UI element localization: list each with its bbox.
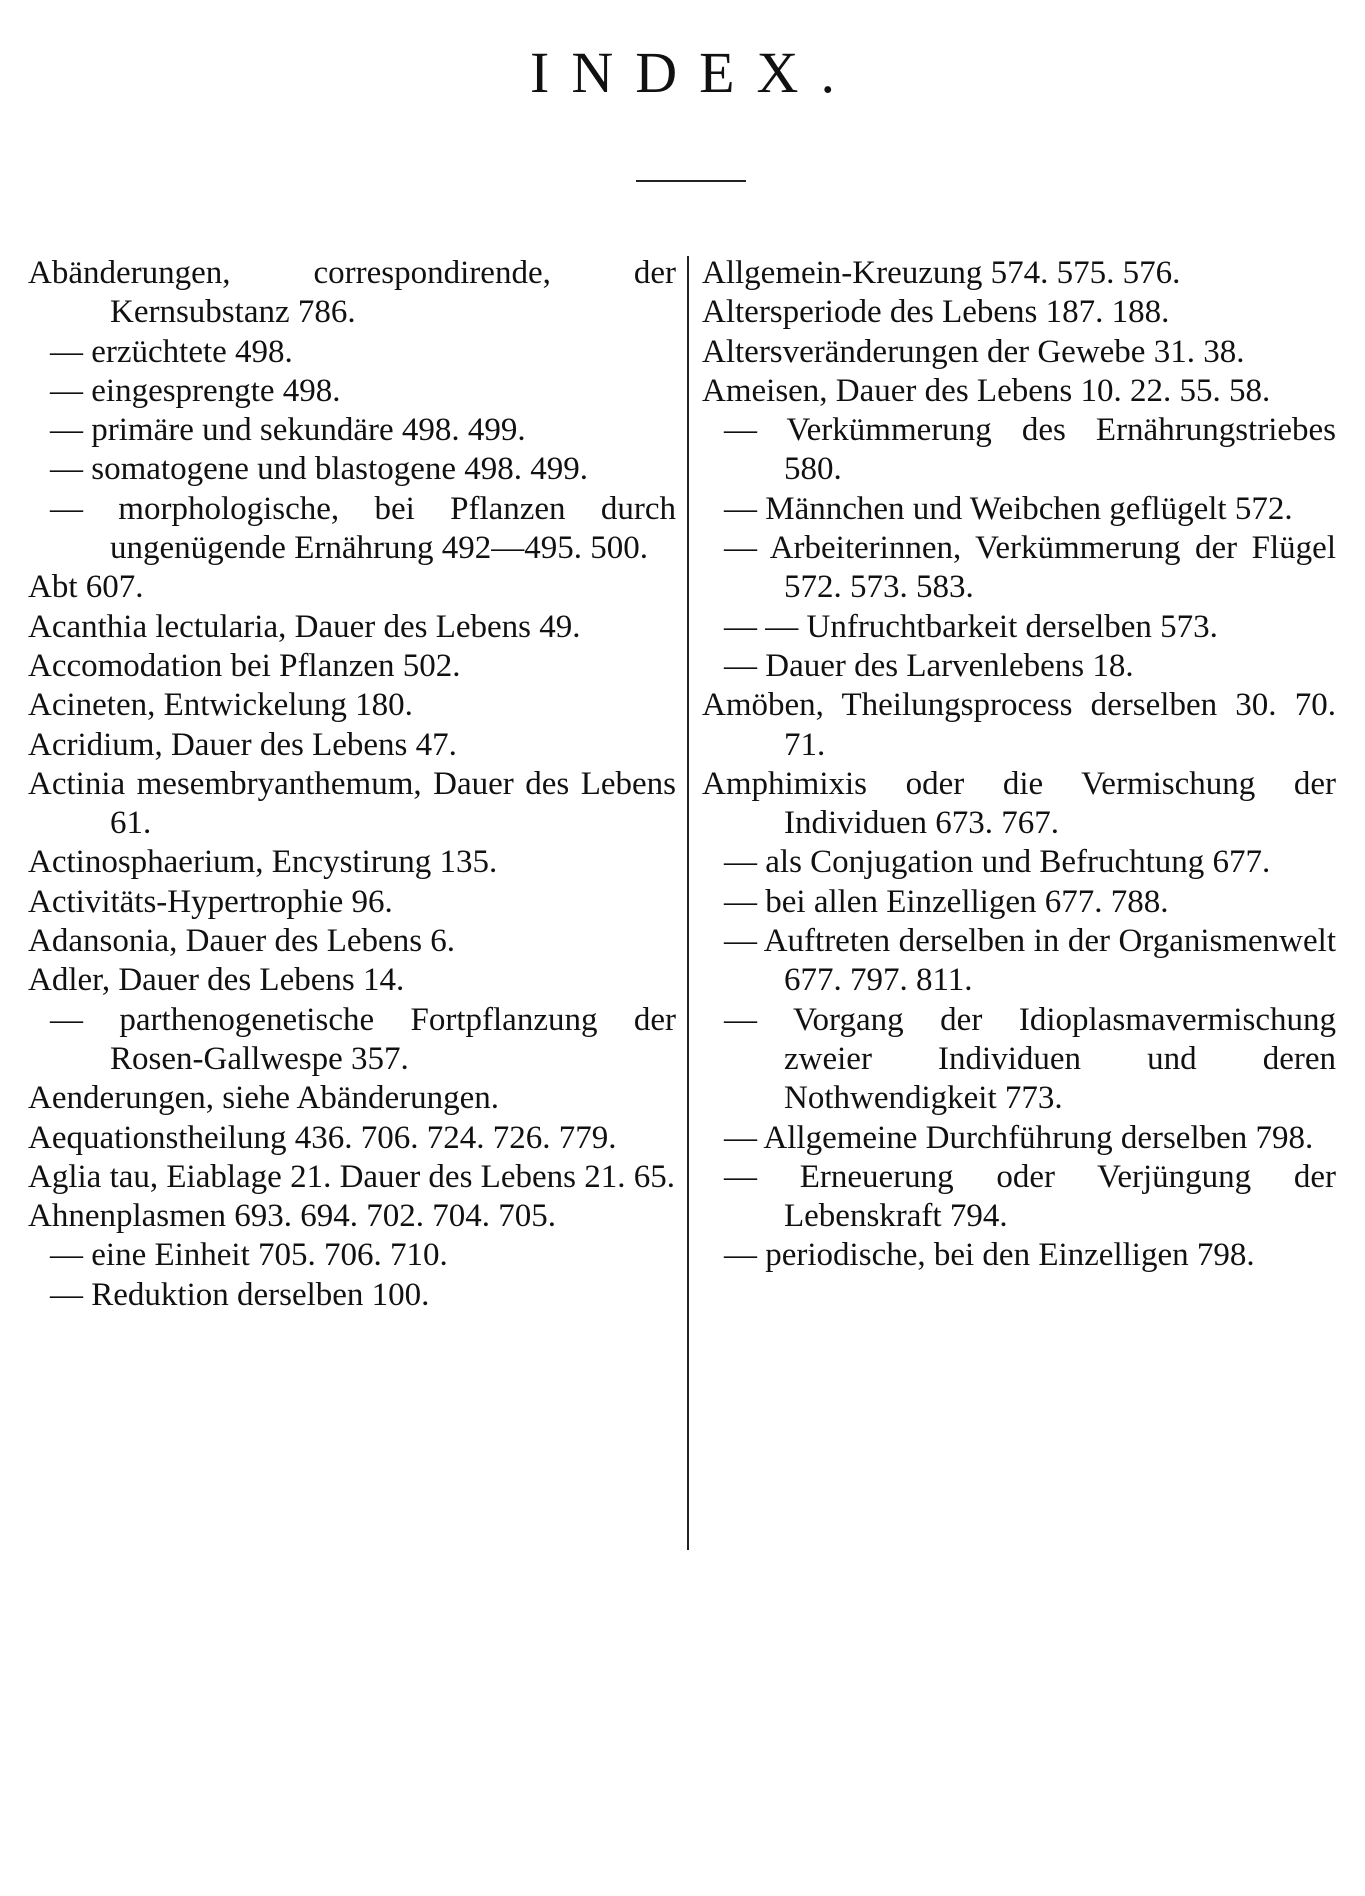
index-entry: Acanthia lectularia, Dauer des Lebens 49.	[28, 608, 581, 645]
column-divider	[687, 256, 689, 1550]
index-entry: Aenderungen, siehe Abänderungen.	[28, 1080, 500, 1117]
index-subentry: — eine Einheit 705. 706. 710.	[50, 1237, 448, 1274]
index-subentry: — morphologische, bei Pflanzen durch ungenügende Ernährung 492—495. 500.	[50, 490, 676, 567]
index-entry: Amphimixis oder die Vermischung der Individuen 673. 767.	[702, 765, 1336, 842]
index-entry: Accomodation bei Pflanzen 502.	[28, 647, 461, 684]
index-entry: Amöben, Theilungsprocess derselben 30. 70. 71.	[702, 687, 1336, 763]
index-subentry: — eingesprengte 498.	[50, 372, 341, 409]
index-subentry: — Allgemeine Durchführung derselben 798.	[724, 1119, 1314, 1156]
index-entry: Aglia tau, Eiablage 21. Dauer des Lebens 21. 65.	[28, 1158, 675, 1195]
index-subentry: — erzüchtete 498.	[50, 333, 293, 370]
index-entry: Activitäts-Hypertrophie 96.	[28, 883, 393, 920]
index-entry: Acridium, Dauer des Lebens 47.	[28, 726, 457, 763]
index-entry: Adansonia, Dauer des Lebens 6.	[28, 923, 456, 960]
title-rule	[636, 180, 746, 182]
index-entry: Aequationstheilung 436. 706. 724. 726. 779.	[28, 1119, 617, 1156]
index-subentry: — Dauer des Larvenlebens 18.	[724, 647, 1134, 684]
index-entry: Ameisen, Dauer des Lebens 10. 22. 55. 58.	[702, 372, 1271, 409]
index-column-left	[28, 254, 676, 1315]
index-subentry: — periodische, bei den Einzelligen 798.	[724, 1237, 1255, 1274]
index-subentry: — Erneuerung oder Verjüngung der Lebenskraft 794.	[724, 1158, 1336, 1235]
index-entry: Abänderungen, correspondirende, der Kernsubstanz 786.	[28, 255, 676, 331]
index-subentry: — Auftreten derselben in der Organismenwelt 677. 797. 811.	[724, 923, 1336, 999]
index-entry: Allgemein-Kreuzung 574. 575. 576.	[702, 255, 1181, 291]
index-entry: Altersveränderungen der Gewebe 31. 38.	[702, 333, 1245, 370]
index-subentry: — Vorgang der Idioplasmavermischung zweier Individuen und deren Nothwendigkeit 773.	[724, 1001, 1336, 1117]
index-subentry: — Reduktion derselben 100.	[50, 1276, 430, 1313]
page-title: INDEX.	[530, 40, 857, 105]
index-entry: Actinosphaerium, Encystirung 135.	[28, 844, 498, 881]
index-subentry: — parthenogenetische Fortpflanzung der Rosen-Gallwespe 357.	[50, 1001, 676, 1077]
index-entry: Adler, Dauer des Lebens 14.	[28, 962, 405, 999]
index-subentry: — Arbeiterinnen, Verkümmerung der Flügel 572. 573. 583.	[724, 530, 1336, 606]
index-subentry: — Verkümmerung des Ernährungstriebes 580.	[724, 412, 1336, 488]
index-column-right	[702, 254, 1336, 1276]
index-entry: Altersperiode des Lebens 187. 188.	[702, 294, 1170, 331]
index-entry: Actinia mesembryanthemum, Dauer des Lebens 61.	[28, 765, 676, 842]
index-subentry: — somatogene und blastogene 498. 499.	[50, 451, 588, 488]
index-subentry: — als Conjugation und Befruchtung 677.	[724, 844, 1271, 881]
index-subentry: — Männchen und Weibchen geflügelt 572.	[724, 490, 1293, 527]
index-subentry: — primäre und sekundäre 498. 499.	[50, 412, 526, 449]
index-subentry: — — Unfruchtbarkeit derselben 573.	[724, 608, 1218, 645]
index-entry: Abt 607.	[28, 569, 144, 606]
index-entry: Ahnenplasmen 693. 694. 702. 704. 705.	[28, 1198, 556, 1235]
index-subentry: — bei allen Einzelligen 677. 788.	[724, 883, 1169, 920]
index-entry: Acineten, Entwickelung 180.	[28, 687, 413, 724]
